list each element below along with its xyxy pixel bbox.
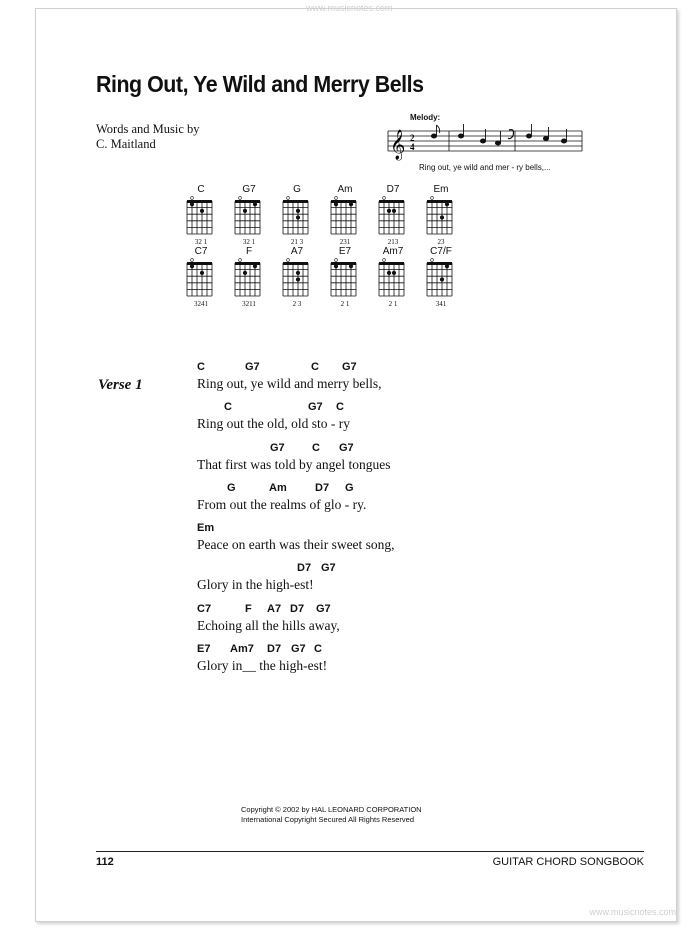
- chord-symbol: Am: [269, 481, 287, 494]
- lyric-text: Peace on earth was their sweet song,: [197, 537, 395, 553]
- lyric-text: Glory in__ the high-est!: [197, 658, 328, 674]
- chord-fingering: 21 3: [290, 238, 304, 246]
- lyric-text: Echoing all the hills away,: [197, 617, 340, 633]
- chord-symbol: D7: [267, 643, 282, 656]
- chord-symbol: C: [224, 401, 232, 414]
- lyric-line: [173, 643, 593, 683]
- chord-symbol: G7: [321, 562, 336, 575]
- chord-symbol: C7: [197, 602, 212, 615]
- chord-symbol: G7: [270, 441, 285, 454]
- chord-diagram-name: Am7: [382, 246, 404, 257]
- chord-symbol: C: [314, 643, 322, 656]
- chord-diagram: [277, 246, 317, 312]
- fretboard-grid: [377, 258, 409, 300]
- chord-symbol: G7: [339, 441, 354, 454]
- chord-fingering: 23: [437, 238, 445, 246]
- chord-row: [173, 482, 593, 497]
- chord-row: [173, 603, 593, 618]
- chord-diagram: [181, 246, 221, 312]
- chord-diagram-name: Am: [337, 184, 353, 195]
- chord-fingering: 32 1: [194, 238, 208, 246]
- watermark-top: www.musicnotes.com: [306, 3, 393, 13]
- treble-clef-icon: 𝄞: [390, 130, 406, 160]
- chord-symbol: G7: [291, 643, 306, 656]
- chord-symbol: G7: [245, 361, 260, 373]
- chord-diagram: [421, 246, 461, 312]
- lyric-line: [173, 603, 593, 643]
- chord-row: [173, 442, 593, 457]
- fretboard-grid: [185, 196, 217, 238]
- chord-symbol: D7: [315, 481, 330, 494]
- credits: [96, 122, 200, 152]
- chord-fingering: 341: [435, 300, 447, 308]
- chord-fingering: 2 1: [388, 300, 398, 308]
- chord-fingering: 3211: [242, 300, 256, 308]
- chord-symbol: D7: [297, 562, 312, 575]
- lyric-text: From out the realms of glo - ry.: [197, 496, 367, 512]
- fretboard-grid: [233, 258, 265, 300]
- chord-row: [173, 522, 593, 537]
- chord-diagram: [181, 184, 221, 250]
- chord-diagram-name: E7: [338, 246, 352, 257]
- copyright-line-1: Copyright © 2002 by HAL LEONARD CORPORATION: [241, 805, 422, 814]
- chord-fingering: 3241: [194, 300, 208, 308]
- fretboard-grid: [329, 258, 361, 300]
- lyric-text: That first was told by angel tongues: [197, 456, 391, 472]
- chord-symbol: Em: [197, 522, 215, 535]
- chord-row: [173, 643, 593, 658]
- verse-label: Verse 1: [98, 377, 143, 393]
- chord-symbol: F: [245, 602, 252, 615]
- chord-symbol: A7: [267, 602, 282, 615]
- lyric-line: [173, 361, 593, 401]
- chord-diagram-name: G: [293, 184, 301, 195]
- chord-diagram-name: Em: [433, 184, 449, 195]
- watermark-bottom: www.musicnotes.com: [589, 907, 676, 917]
- chord-fingering: 32 1: [242, 238, 256, 246]
- chord-diagram-name: A7: [290, 246, 304, 257]
- chord-diagram: [325, 184, 365, 250]
- chord-symbol: D7: [290, 602, 305, 615]
- chord-diagram-name: F: [245, 246, 253, 257]
- chord-symbol: G7: [316, 602, 331, 615]
- lyric-line: [173, 482, 593, 522]
- fretboard-grid: [281, 196, 313, 238]
- song-title: Ring Out, Ye Wild and Merry Bells: [96, 71, 424, 97]
- chord-fingering: 231: [339, 238, 351, 246]
- credit-line-1: Words and Music by: [96, 122, 200, 136]
- chord-diagram-name: C: [197, 184, 205, 195]
- verse-lyrics: [173, 361, 593, 683]
- fretboard-grid: [425, 196, 457, 238]
- chord-diagram: [373, 184, 413, 250]
- chord-diagram: [229, 184, 269, 250]
- chord-diagram: [229, 246, 269, 312]
- chord-diagram-name: D7: [386, 184, 400, 195]
- fretboard-grid: [329, 196, 361, 238]
- fretboard-grid: [425, 258, 457, 300]
- chord-diagram-name: C7/F: [430, 246, 452, 257]
- lyric-text: Ring out, ye wild and merry bells,: [197, 376, 382, 391]
- chord-fingering: 2 3: [292, 300, 302, 308]
- chord-fingering: 213: [387, 238, 399, 246]
- chord-diagram-name: C7: [194, 246, 208, 257]
- melody-staff: [386, 123, 586, 163]
- chord-diagram: [373, 246, 413, 312]
- lyric-text: Ring out the old, old sto - ry: [197, 416, 350, 432]
- chord-diagram: [277, 184, 317, 250]
- svg-text:4: 4: [410, 142, 415, 152]
- fretboard-grid: [185, 258, 217, 300]
- lyric-line: [173, 562, 593, 602]
- copyright-notice: [241, 805, 422, 825]
- svg-text:2: 2: [410, 133, 415, 143]
- footer-divider: [96, 851, 644, 852]
- fretboard-grid: [377, 196, 409, 238]
- credit-line-2: C. Maitland: [96, 137, 156, 151]
- chord-symbol: G7: [308, 401, 323, 414]
- chord-symbol: C: [311, 361, 319, 373]
- lyric-text: Glory in the high-est!: [197, 577, 314, 593]
- chord-symbol: G7: [342, 361, 357, 373]
- chord-symbol: C: [197, 361, 205, 373]
- book-title: GUITAR CHORD SONGBOOK: [492, 856, 644, 868]
- chord-row: [173, 361, 593, 376]
- chord-symbol: Am7: [230, 643, 254, 656]
- lyric-line: [173, 442, 593, 482]
- lyric-line: [173, 522, 593, 562]
- melody-label: Melody:: [410, 113, 441, 122]
- song-page: [35, 3, 677, 922]
- chord-symbol: G: [345, 481, 354, 494]
- melody-lyric: Ring out, ye wild and mer - ry bells,...: [419, 163, 551, 172]
- fretboard-grid: [281, 258, 313, 300]
- chord-symbol: E7: [197, 643, 211, 656]
- chord-diagram: [421, 184, 461, 250]
- chord-fingering: 2 1: [340, 300, 350, 308]
- chord-symbol: G: [227, 481, 236, 494]
- chord-row: [173, 562, 593, 577]
- chord-row: [173, 401, 593, 416]
- chord-symbol: C: [336, 401, 344, 414]
- copyright-line-2: International Copyright Secured All Rights Reserved: [241, 815, 415, 824]
- page-number: 112: [96, 856, 114, 868]
- melody-excerpt: [386, 113, 586, 175]
- chord-symbol: C: [312, 441, 320, 454]
- lyric-line: [173, 401, 593, 441]
- chord-diagram-name: G7: [242, 184, 256, 195]
- fretboard-grid: [233, 196, 265, 238]
- chord-diagram: [325, 246, 365, 312]
